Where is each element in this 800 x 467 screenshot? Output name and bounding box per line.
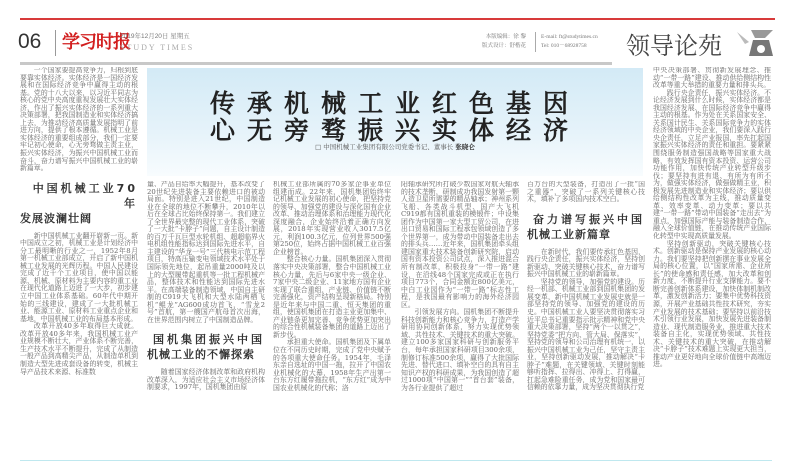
page-bottom-rule [20, 460, 772, 461]
paragraph: 一个国家要提高竞争力，归根到底要靠实体经济。实体经济是一国经济发展和在国际经济竞争中赢得主动的根基。党的十八大以来，以习近平同志为核心的党中央高度重视发展壮大实体经济，作出了振兴实体经济的一系列重大决策部署，把我国制造业和实体经济搞上去，为推动经济高质量发展指明了前进方向，提供了根本遵循。机械工业是实体经济的重要组成部分，我们一定要牢记初心使命，心无旁骛做主责主业，振兴实体经济，为振兴中国机械工业而奋斗，奋力谱写振兴中国机械工业的崭新篇章。 [20, 67, 138, 173]
paragraph: 新中国机械工业翻开崭新一页。新中国成立之初，机械工业是计划经济中分工最明晰的行业之一，1952年8月第一机械工业部成立，开启了新中国机械工业发展的光辉历程。中国人民建设完成了近千个工业项目，使中国以能源、机械、原材料为主要内容的重工业在现代化道路上迈进了一大步，初步建立中国工业体系基础。60年代中期开始的三线建设，建成了一大批机械工业、能源工业、原材料工业重点企业和基地，中国机械工业的布局基本形成。 [20, 231, 138, 323]
page-number: 06 [18, 30, 42, 53]
editor: 本版编辑：徐 黎 [485, 34, 526, 40]
telephone: Tel: 010－68928758 [541, 43, 587, 49]
paragraph: 中央决策部署、贯彻新发展理念、推动“一带一路”建设、推动供给侧结构性改革等重大举措的重要力量和排头兵。 [653, 67, 771, 90]
section-logo-icon [735, 28, 775, 58]
headline-line-1: 传承机械工业红色基因 [209, 89, 580, 118]
paragraph: 机械工业部所属的70多家企事业单位组建而成。22年来，国机集团始终牢记机械工业发展的初心使命，把坚持党的领导、加强党的建设与深化国有企业改革、推动治理体系和治理能力现代化深度融合，企业始终沿着正确方向发展，2018年实现营业收入3017.5亿元，利润100.3亿元，位列世界500强第250位，始终占据中国机械工业百强企业榜首。 [273, 181, 391, 256]
byline-title: □ 中国机械工业集团有限公司党委书记、董事长 [315, 143, 454, 151]
header-rule [20, 18, 775, 20]
byline-author: 张晓仑 [455, 143, 475, 151]
editor-credits [478, 33, 526, 51]
headline-line-2: 心无旁骛振兴实体经济 [209, 116, 580, 145]
paragraph: 量、产品自给率大幅提升，基本改变了20世纪先进装备主要依赖进口的被动局面。特别是进入21世纪，中国制造业在全球的地位不断攀升，2010年以后在全球占比始终保持第一。我们建立了全世界最完整的现代工业体系，突破了一大批“卡脖子”问题，自主设计制造的百万千瓦巨型水轮机组、超超临界火电机组性能指标达到国际先进水平，自主建设的“华龙一号”三代核电示范工程项目，特高压输变电领域技术水平处于国际领先地位，起吊重量2000吨及以上的大型履带起重机等一批工程机械产品，整体技术和性能达到国际先进水平。在高端装备制造领域，中国自主研制的C919大飞机和大型水陆两栖飞机“鲲龙”AG600成功首飞，“雪龙2号”首航，第一艘国产航母首次出海，在世界范围内树立了中国制造品牌。 [147, 181, 265, 324]
paragraph: 承担重大使命。国机集团及下属单位在不同历史时期，完成了党中央赋予的各项重大使命任务。1954年，毛泽东亲自选址的中国一拖，拉开了中国农业机械化的大幕，1958年生产出第一台东方红履带拖拉机，“东方红”成为中国农业机械化的代称；洛 [273, 338, 391, 392]
divider [535, 32, 536, 52]
paragraph: 改革开放40多年取得巨大成就。改革开放40多年来，我国机械工业产业规模不断壮大，产业体系不断完善，生产技术水平不断提升，完成了从制造一般产品到高精尖产品，从制造单机到制造大型先进成套设备的转变，机械主导产品技术来源、标准数 [20, 322, 138, 376]
paragraph: 坚持党的领导，加强党的建设。历经一机部、机械工业部到国机集团的发展变革，新中国机械工业发展史就是一部坚持党的领导、加强党的建设的历史。中国机械工业人要坚决贯彻落实习近平总书记重要指示批示精神和党中央重大决策部署，坚持“两个一以贯之”，坚持党委“把方向、管大局、保落实”，坚持党的领导和公司治理有机统一，以振兴中国机械工业为己任，坚守主责主业，坚持创新驱动发展，推动解决“卡脖子”难题，在关键领域、关键时刻能够听指挥、拉得出、冲得上、打得赢，扛起急难险重任务，成为党和国家最可信赖的依靠力量，成为坚决贯彻执行党 [527, 277, 645, 392]
issue-date: 2019年12月20日 星期五 [120, 33, 190, 40]
column-5 [527, 181, 645, 460]
paragraph: 阳轴承研究所打破少数国家对航天轴承的技术垄断，研制成功我国发射第一颗人造卫星所需要的精品轴承；神州系列飞船、各类战斗机型、国产大飞机C919都有国机重装的模锻件；中设集团作为中国第一家大型工贸公司，在进出口贸易和国际工程承包领域创造了多个世界第一，成为带动中国装备走出去的排头兵……近年来，国机集团牵头组建国家重大技术装备创新研究院，启动国有资本投资公司试点，深入推进混合所有制改革，积极投身“一带一路”建设，在沿线48个国家完成或正在执行项目773个，合同金额近800亿美元，中白工业园作为“一带一路”标志性工程，是我国最有影响力的海外经济园区。 [401, 181, 519, 309]
email: E-mail: ft@studytimes.cn [541, 34, 598, 40]
paragraph: 随着国家经济体制改革和政府机构改革深入，为适应社会主义市场经济体制要求，1997年，国机集团由原 [147, 368, 265, 392]
paragraph: 整合核心力量。国机集团深入贯彻落实中央决策部署，整合中国机械工业核心力量，先后与6家中央一级企业、7家中央二级企业、11家地方国有企业实现了联合重组，产业链、价值链不断完善强化，资产结构呈现新格局。特别是近年来与中国二重、恒天集团的重组，使国机集团在打造主业更加集中、产业链条更加完善、竞争优势更加突出的综合性机械装备集团的道路上迈出了新步伐。 [273, 255, 391, 339]
paragraph: 百万台的大型装备，打造出了一批“国之重器”，突破了一系列关键核心技术，填补了多项国内技术空白。 [527, 181, 645, 204]
section-title: 领导论苑 [626, 32, 722, 60]
paragraph: 坚持创新驱动，突破关键核心技术。创新驱动是保持产业发展的核心动力。我们要坚持把创新摆在事业发展全局的核心位置，以“国家所需、企业所长”的使命感和责任感，加大改革和创新力度，不断提升行业支撑能力。要不断完善创新体系建设，加快体制机制改革，激发创新活力；要集中优势科技资源，开展产业基础共性技术研究，夯实产业发展的技术基础；要坚持以前沿技术引领行业发展，加快发展先进装备制造业、现代制造服务业，推进重大技术装备自主化，实现优势领域、共性技术、关键技术的重大突破，在推动解决“卡脖子”技术难题上实现更大担当，推动产业更好地向全球价值链中高端迈进。 [653, 239, 771, 369]
masthead-logo: 学习时报 [62, 32, 130, 53]
paragraph: 践行央企责任，振兴实体经济。不论经济发展到什么时候，实体经济都是我国经济发展、在国际经济竞争中赢得主动的根基。作为处在关系国家安全、关系国计民生、关系国际竞争力的实体经济领域的中央企业，我们要深入践行央企责任，立足产业报国，率先扛起国家振兴实体经济的责任和重担。要紧紧围绕服务制造强国战略等国家重大战略，有效发挥国有资本投资、运营公司功能作用，加快传统产业转型升级步伐；要坚持有进有退、有所为有所不为，做强实体经济，做强做精主业，积极发展先进制造业和实体经济；要以供给侧结构性改革为主线，推动质量变革、效率变革、动力变革；要以共建“一带一路”带动中国装备“走出去”为重点，加强国际产能与装备制造合作，融入全球价值链，在推动传统产业国际化转型中实现高质量发展。 [653, 88, 771, 241]
divider [55, 30, 56, 56]
masthead-english: STUDY TIMES [120, 43, 195, 52]
paragraph: 在新时代，我们要传承红色基因，践行央企责任，振兴实体经济，坚持创新驱动、突破关键核心技术，奋力谱写振兴中国机械工业的崭新篇章。 [527, 247, 645, 279]
subheading: 国机集团振兴中国 机械工业的不懈探索 [147, 333, 265, 362]
column-4 [401, 181, 519, 460]
column-2 [147, 181, 265, 460]
designer: 版式设计：舒楷花 [481, 43, 526, 49]
subheading: 中国机械工业70年 发展波澜壮阔 [20, 181, 138, 225]
byline [147, 142, 643, 151]
paragraph: 引领发展方向。国机集团不断提升科技创新能力和核心竞争力，打造产学研用协同创新体系，努力实现优势领域、共性技术、关键技术的重大突破。建立100多家国家科研与创新服务平台，每年承担国家科研项目300余项，制修订标准500余项，赢得了大批国际先进、替代进口、填补空白的具有自主知识产权的科研成果，为我国创造了超过1000项“中国第一”“首台套”装备，为各行业提供了超过 [401, 308, 519, 392]
column-1 [20, 67, 138, 460]
subheading: 奋力谱写振兴中国 机械工业新篇章 [527, 212, 645, 241]
column-3 [273, 181, 391, 460]
contact-info [541, 33, 598, 51]
header-bottom-rule [20, 62, 612, 65]
column-6 [653, 67, 771, 460]
